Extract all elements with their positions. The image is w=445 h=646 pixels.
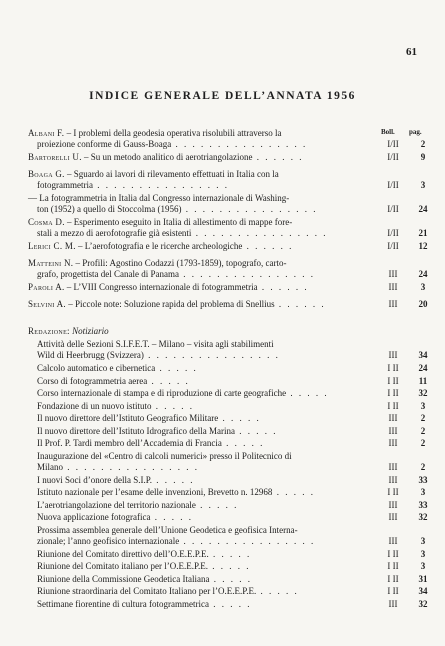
entry-volume: III bbox=[388, 282, 398, 292]
entry-title: Istituto nazionale per l’esame delle invenzioni, Brevetto n. 12968 bbox=[37, 487, 273, 497]
entry-author: Selvini A. bbox=[28, 299, 66, 309]
entry-volume: I II bbox=[387, 363, 399, 373]
entry-line bbox=[37, 475, 365, 486]
entry-text bbox=[28, 217, 354, 239]
entry-title: Corso di fotogrammetria aerea bbox=[37, 375, 148, 386]
leader-dots: . . . . . . bbox=[252, 152, 304, 162]
page-column-header: pag. bbox=[409, 128, 422, 136]
redazione-label: Redazione: bbox=[28, 326, 70, 336]
entry-volume: I/II bbox=[387, 241, 399, 251]
entry-title: Nuova applicazione fotografica bbox=[37, 512, 151, 522]
entry-page: 2 bbox=[420, 461, 426, 472]
entry-volume: I II bbox=[387, 561, 399, 571]
entry-page: 2 bbox=[420, 425, 426, 436]
entry-volume: III bbox=[388, 425, 398, 436]
entry-title: Settimane fiorentine di cultura fotogrammetrica bbox=[37, 598, 209, 609]
notiziario-entry bbox=[37, 500, 428, 511]
leader-dots: . . . . . bbox=[195, 499, 239, 510]
entry-title: – L’VIII Congresso internazionale di fotogrammetria bbox=[64, 282, 258, 292]
entry-title-continued: fotogrammetria bbox=[37, 180, 93, 190]
notiziario-entry bbox=[37, 561, 428, 572]
entry-volume: III bbox=[388, 350, 398, 360]
entry-line bbox=[28, 152, 354, 163]
entry-title: Riunione straordinaria del Comitato Italiano per l’O.E.E.P.E. bbox=[37, 586, 257, 596]
entry-title: – Profili: Agostino Codazzi (1793-1859), topografo, carto- bbox=[73, 258, 287, 268]
entry-title-continued: grafo, progettista del Canale di Panama bbox=[37, 269, 179, 279]
entry-text bbox=[37, 599, 365, 610]
entry-text bbox=[37, 438, 365, 449]
entry-text bbox=[37, 574, 365, 585]
notiziario-entry bbox=[37, 401, 428, 412]
entry-volume: I/II bbox=[387, 139, 399, 149]
entry-line bbox=[37, 438, 365, 449]
entry-title: – I problemi della geodesia operativa risolubili attraverso la bbox=[64, 128, 282, 138]
entry-line-continued bbox=[37, 462, 365, 473]
page-title: INDICE GENERALE DELL’ANNATA 1956 bbox=[89, 90, 356, 102]
entry-page: 11 bbox=[418, 375, 428, 386]
entry-text bbox=[37, 388, 365, 399]
entry-volume: III bbox=[388, 512, 398, 522]
entry-volume: III bbox=[388, 299, 398, 309]
leader-dots: . . . . . . . . . . . . . . . . bbox=[178, 269, 315, 279]
notiziario-entry bbox=[37, 586, 428, 597]
entry-title: – Sguardo ai lavori di rilevamento effettuati in Italia con la bbox=[64, 169, 279, 179]
entry-page: 3 bbox=[420, 400, 426, 411]
entry-author: Paroli A. bbox=[28, 282, 65, 292]
entry-title: Attività delle Sezioni S.I.F.E.T. – Milano – visita agli stabilimenti bbox=[37, 339, 274, 349]
entry-page: 32 bbox=[418, 512, 428, 522]
leader-dots: . . . . . . . . . . . . . . . . bbox=[171, 139, 308, 149]
entry-page: 33 bbox=[418, 474, 428, 485]
index-entry bbox=[28, 128, 428, 150]
entry-line bbox=[37, 363, 365, 374]
entry-text bbox=[28, 299, 354, 310]
page-number: 61 bbox=[406, 46, 417, 58]
entry-volume: I/II bbox=[387, 204, 399, 214]
index-entry bbox=[28, 217, 428, 239]
leader-dots: . . . . . . . . . . . . . . . . bbox=[63, 461, 199, 472]
leader-dots: . . . . . bbox=[207, 561, 251, 571]
entry-page: 32 bbox=[418, 598, 428, 609]
entry-line-continued bbox=[28, 269, 354, 280]
leader-dots: . . . . . . bbox=[274, 299, 326, 309]
notiziario-entry bbox=[37, 413, 428, 424]
entry-volume: I II bbox=[387, 375, 399, 386]
leader-dots: . . . . . bbox=[208, 548, 252, 559]
entry-volume: I II bbox=[387, 487, 399, 497]
entry-author: Lerici C. M. bbox=[28, 241, 76, 251]
entry-title: Il nuovo direttore dell’Istituto Idrografico della Marina bbox=[37, 425, 235, 436]
entry-title: Calcolo automatico e cibernetica bbox=[37, 363, 156, 373]
entry-title: – Su un metodo analitico di aerotriangolazione bbox=[81, 152, 253, 162]
entry-title: L’aerotriangolazione del territorio nazionale bbox=[37, 499, 196, 510]
index-entry bbox=[28, 152, 428, 163]
notiziario-entry bbox=[37, 438, 428, 449]
volume-column-header: Boll. bbox=[381, 128, 395, 136]
entry-line bbox=[37, 426, 365, 437]
entry-title: Il Prof. P. Tardi membro dell’Accademia di Francia bbox=[37, 438, 222, 448]
entry-page: 20 bbox=[418, 299, 428, 309]
entry-title: Inaugurazione del «Centro di calcoli numerici» presso il Politecnico di bbox=[37, 450, 292, 461]
entry-title: Riunione del Comitato italiano per l’O.E.E.P.E. bbox=[37, 561, 208, 571]
entry-title: – Piccole note: Soluzione rapida del problema di Snellius bbox=[65, 299, 275, 309]
entry-volume: I II bbox=[387, 586, 399, 596]
entry-title: Riunione del Comitato direttivo dell’O.E.E.P.E. bbox=[37, 548, 209, 559]
index-entry bbox=[28, 258, 428, 280]
notiziario-entry bbox=[37, 525, 428, 547]
entry-text bbox=[28, 152, 354, 163]
entry-text bbox=[28, 169, 354, 191]
entry-page: 33 bbox=[418, 499, 428, 510]
entry-line-continued bbox=[28, 139, 354, 150]
entry-title-continued: Wild di Heerbrugg (Svizzera) bbox=[37, 350, 144, 360]
notiziario-entry bbox=[37, 549, 428, 560]
entry-page: 24 bbox=[418, 269, 428, 279]
entry-page: 3 bbox=[420, 535, 426, 546]
entry-page: 24 bbox=[418, 363, 428, 373]
entry-title: – Esperimento eseguito in Italia di allestimento di mappe fore- bbox=[64, 217, 293, 227]
entry-line-continued bbox=[28, 204, 354, 215]
entry-text bbox=[37, 413, 365, 424]
notiziario-entry bbox=[37, 376, 428, 387]
index-entry bbox=[28, 169, 428, 191]
entry-volume: III bbox=[388, 461, 398, 472]
entry-text bbox=[37, 363, 365, 374]
entry-text bbox=[37, 376, 365, 387]
entry-line bbox=[28, 299, 354, 310]
entry-text bbox=[37, 549, 365, 560]
entry-title-continued: Milano bbox=[37, 461, 63, 472]
entry-line bbox=[28, 169, 354, 180]
entry-line bbox=[37, 339, 365, 350]
notiziario-entry bbox=[37, 475, 428, 486]
entry-title: Prossima assemblea generale dell’Unione Geodetica e geofisica Interna- bbox=[37, 524, 298, 535]
index-entry bbox=[28, 299, 428, 310]
entry-line bbox=[28, 193, 354, 204]
entry-title: Corso internazionale di stampa e di riproduzione di carte geografiche bbox=[37, 388, 287, 398]
entry-line-continued bbox=[28, 228, 354, 239]
index-entry bbox=[28, 282, 428, 293]
entry-text bbox=[28, 241, 354, 252]
entry-line bbox=[37, 487, 365, 498]
entry-volume: I II bbox=[387, 548, 399, 559]
entry-page: 3 bbox=[420, 282, 426, 292]
entry-title: – L’aerofotografia e le ricerche archeologiche bbox=[75, 241, 243, 251]
notiziario-entry bbox=[37, 512, 428, 523]
entry-volume: I/II bbox=[387, 180, 399, 190]
leader-dots: . . . . . bbox=[234, 425, 278, 436]
entry-title-continued: proiezione conforme di Gauss-Boaga bbox=[37, 139, 172, 149]
entry-volume: III bbox=[388, 438, 398, 448]
index-entry bbox=[28, 241, 428, 252]
leader-dots: . . . . . . . . . . . . . . . . bbox=[181, 204, 318, 214]
entry-text bbox=[37, 500, 365, 511]
leader-dots: . . . . . bbox=[208, 598, 252, 609]
entry-volume: III bbox=[388, 499, 398, 510]
section-name: Notiziario bbox=[72, 326, 109, 336]
entry-line bbox=[28, 258, 354, 269]
entry-line bbox=[37, 413, 365, 424]
entry-title: Fondazione di un nuovo istituto bbox=[37, 400, 152, 411]
entry-line-continued bbox=[37, 536, 365, 547]
entry-volume: I II bbox=[387, 573, 399, 584]
leader-dots: . . . . . . bbox=[242, 241, 294, 251]
entry-page: 2 bbox=[420, 438, 426, 448]
notiziario-entry bbox=[37, 451, 428, 473]
entry-volume: I/II bbox=[387, 152, 399, 162]
entry-author: Boaga G. bbox=[28, 169, 65, 179]
notiziario-entry bbox=[37, 363, 428, 374]
entry-text bbox=[28, 193, 354, 215]
entry-line bbox=[28, 241, 354, 252]
notiziario-entry bbox=[37, 599, 428, 610]
entry-volume: III bbox=[388, 413, 398, 423]
entry-title: — La fotogrammetria in Italia dal Congresso internazionale di Washing- bbox=[28, 193, 290, 203]
entry-line bbox=[37, 451, 365, 462]
entry-volume: III bbox=[388, 535, 398, 546]
leader-dots: . . . . . bbox=[150, 512, 193, 522]
leader-dots: . . . . . bbox=[155, 363, 198, 373]
entry-volume: III bbox=[388, 598, 398, 609]
entry-volume: I/II bbox=[387, 228, 399, 238]
entry-text bbox=[37, 487, 365, 498]
entry-line bbox=[37, 549, 365, 560]
entry-text bbox=[37, 525, 365, 547]
leader-dots: . . . . . bbox=[218, 413, 261, 423]
entry-author: Cosma D. bbox=[28, 217, 65, 227]
entry-line bbox=[37, 525, 365, 536]
entry-title: Il nuovo direttore dell’Istituto Geografico Militare bbox=[37, 413, 219, 423]
leader-dots: . . . . . . . . . . . . . . . . bbox=[92, 180, 229, 190]
entry-line bbox=[28, 282, 354, 293]
entry-page: 34 bbox=[418, 350, 428, 360]
entry-page: 12 bbox=[418, 241, 428, 251]
entry-text bbox=[37, 451, 365, 473]
entry-title-continued: ton (1952) a quello di Stoccolma (1956) bbox=[37, 204, 182, 214]
entry-author: Albani F. bbox=[28, 128, 65, 138]
entry-page: 34 bbox=[418, 586, 428, 596]
entry-line-continued bbox=[37, 350, 365, 361]
entry-line bbox=[37, 388, 365, 399]
entry-page: 21 bbox=[418, 228, 428, 238]
leader-dots: . . . . . . . . . . . . . . . . bbox=[143, 350, 280, 360]
entry-title-continued: zionale; l’anno geofisico internazionale bbox=[37, 535, 180, 546]
leader-dots: . . . . . bbox=[256, 586, 299, 596]
entry-line bbox=[28, 128, 354, 139]
entry-author: Bartorelli U. bbox=[28, 152, 82, 162]
entry-text bbox=[37, 339, 365, 361]
entry-line bbox=[37, 574, 365, 585]
entry-author: Matteini N. bbox=[28, 258, 74, 268]
entry-title: Riunione della Commissione Geodetica Italiana bbox=[37, 573, 210, 584]
entry-page: 24 bbox=[418, 204, 428, 214]
entry-text bbox=[37, 586, 365, 597]
entry-line-continued bbox=[28, 180, 354, 191]
entry-line bbox=[37, 599, 365, 610]
entry-text bbox=[37, 512, 365, 523]
entry-page: 2 bbox=[420, 139, 426, 149]
leader-dots: . . . . . bbox=[147, 375, 190, 386]
notiziario-entry bbox=[37, 487, 428, 498]
entry-page: 31 bbox=[418, 573, 428, 584]
entry-title-continued: stali a mezzo di aerofotografie già esistenti bbox=[37, 228, 192, 238]
entry-text bbox=[37, 561, 365, 572]
entry-text bbox=[28, 282, 354, 293]
entry-page: 32 bbox=[418, 388, 428, 398]
entry-page: 3 bbox=[420, 180, 426, 190]
entry-page: 2 bbox=[420, 413, 426, 423]
leader-dots: . . . . . bbox=[221, 438, 265, 448]
entry-line bbox=[37, 376, 365, 387]
entry-volume: III bbox=[388, 474, 398, 485]
entry-text bbox=[28, 128, 354, 150]
leader-dots: . . . . . bbox=[286, 388, 329, 398]
entry-page: 9 bbox=[420, 152, 426, 162]
entry-page: 3 bbox=[420, 548, 426, 559]
entry-line bbox=[37, 586, 365, 597]
entry-title: I nuovi Soci d’onore della S.I.P. bbox=[37, 474, 152, 485]
notiziario-entry bbox=[37, 339, 428, 361]
entry-text bbox=[37, 475, 365, 486]
entry-text bbox=[37, 426, 365, 437]
leader-dots: . . . . . . bbox=[257, 282, 309, 292]
leader-dots: . . . . . . . . . . . . . . . . bbox=[179, 535, 316, 546]
index-entry bbox=[28, 193, 428, 215]
leader-dots: . . . . . bbox=[272, 487, 315, 497]
entry-page: 3 bbox=[420, 487, 426, 497]
entry-line bbox=[37, 561, 365, 572]
notiziario-entry bbox=[37, 426, 428, 437]
entry-page: 3 bbox=[420, 561, 426, 571]
entry-volume: I II bbox=[387, 388, 399, 398]
entry-text bbox=[37, 401, 365, 412]
entry-line bbox=[37, 500, 365, 511]
entry-volume: I II bbox=[387, 400, 399, 411]
redazione-heading bbox=[28, 326, 109, 336]
entry-volume: III bbox=[388, 269, 398, 279]
entry-line bbox=[28, 217, 354, 228]
notiziario-entry bbox=[37, 388, 428, 399]
entry-line bbox=[37, 512, 365, 523]
leader-dots: . . . . . bbox=[151, 400, 194, 411]
entry-text bbox=[28, 258, 354, 280]
entry-line bbox=[37, 401, 365, 412]
leader-dots: . . . . . . . . . . . . . . . . bbox=[191, 228, 328, 238]
leader-dots: . . . . . bbox=[152, 474, 195, 485]
notiziario-entry bbox=[37, 574, 428, 585]
leader-dots: . . . . . bbox=[209, 573, 252, 584]
